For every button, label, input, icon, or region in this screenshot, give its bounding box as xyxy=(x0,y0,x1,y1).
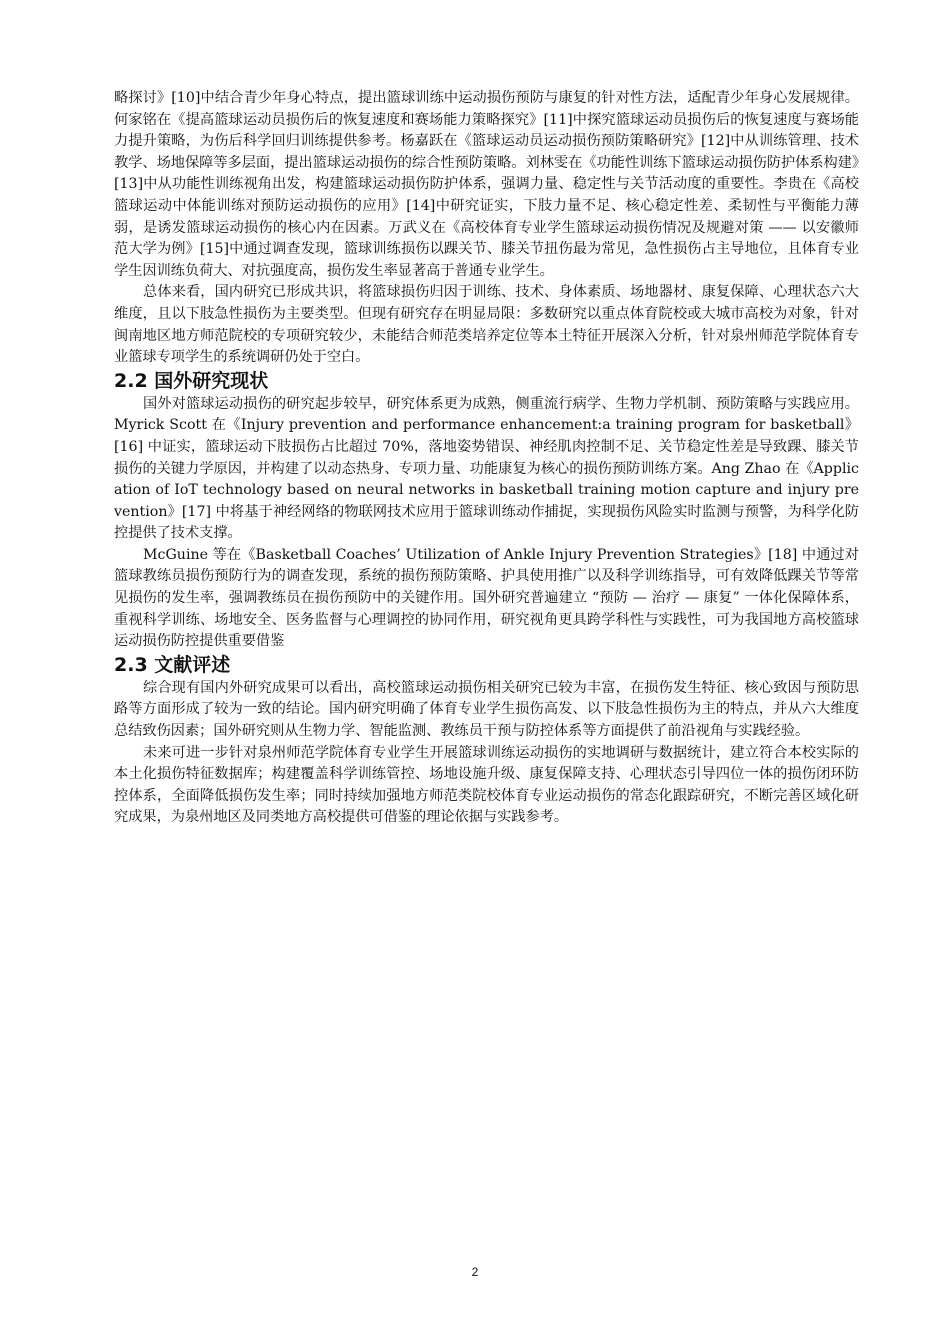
section-heading-review: 2.3 文献评述 xyxy=(114,653,231,676)
paragraph-review-outlook: 未来可进一步针对泉州师范学院体育专业学生开展篮球训练运动损伤的实地调研与数据统计，建立符合本校实际的本土化损伤特征数据库；构建覆盖科学训练管控、场地设施升级、康复保障支持、心理状态引导四位一体的损伤闭环防控体系，全面降低损伤发生率；同时持续加强地方师范类院校体育专业运动损伤的常态化跟踪研究，不断完善区域化研究成果，为泉州地区及同类地方高校提供可借鉴的理论依据与实践参考。 xyxy=(114,744,859,826)
section-heading-foreign: 2.2 国外研究现状 xyxy=(114,369,269,392)
paragraph-review-summary: 综合现有国内外研究成果可以看出，高校篮球运动损伤相关研究已较为丰富，在损伤发生特征、核心致因与预防思路等方面形成了较为一致的结论。国内研究明确了体育专业学生损伤高发、以下肢急性损伤为主的特点，并从六大维度总结致伤因素；国外研究则从生物力学、智能监测、教练员干预与防控体系等方面提供了前沿视角与实践经验。 xyxy=(114,679,859,740)
page-number: 2 xyxy=(471,1265,479,1279)
document-page xyxy=(114,88,859,829)
paragraph-domestic-studies: 略探讨》[10]中结合青少年身心特点，提出篮球训练中运动损伤预防与康复的针对性方法，适配青少年身心发展规律。何家铭在《提高篮球运动员损伤后的恢复速度和赛场能力策略探究》[11]中探究篮球运动员损伤后的恢复速度与赛场能力提升策略，为伤后科学回归训练提供参考。杨嘉跃在《篮球运动员运动损伤预防策略研究》[12]中从训练管理、技术教学、场地保障等多层面，提出篮球运动损伤的综合性预防策略。刘林雯在《功能性训练下篮球运动损伤防护体系构建》[13]中从功能性训练视角出发，构建篮球运动损伤防护体系，强调力量、稳定性与关节活动度的重要性。李贵在《高校篮球运动中体能训练对预防运动损伤的应用》[14]中研究证实，下肢力量不足、核心稳定性差、柔韧性与平衡能力薄弱，是诱发篮球运动损伤的核心内在因素。万武义在《高校体育专业学生篮球运动损伤情况及规避对策 —— 以安徽师范大学为例》[15]中通过调查发现，篮球训练损伤以踝关节、膝关节扭伤最为常见，急性损伤占主导地位，且体育专业学生因训练负荷大、对抗强度高，损伤发生率显著高于普通专业学生。 xyxy=(114,90,859,279)
paragraph-foreign-mcguine: McGuine 等在《Basketball Coaches’ Utilization of Ankle Injury Prevention Strategies》[18] 中通过对篮球教练员损伤预防行为的调查发现，系统的损伤预防策略、护具使用推广以及科学训练指导，可有效降低踝关节等常见损伤的发生率，强调教练员在损伤预防中的关键作用。国外研究普遍建立 “预防 — 治疗 — 康复” 一体化保障体系，重视科学训练、场地安全、医务监督与心理调控的协同作用，研究视角更具跨学科性与实践性，可为我国地方高校篮球运动损伤防控提供重要借鉴 xyxy=(114,546,859,650)
paragraph-domestic-summary: 总体来看，国内研究已形成共识，将篮球损伤归因于训练、技术、身体素质、场地器材、康复保障、心理状态六大维度，且以下肢急性损伤为主要类型。但现有研究存在明显局限：多数研究以重点体育院校或大城市高校为对象，针对闽南地区地方师范院校的专项研究较少，未能结合师范类培养定位等本土特征开展深入分析，针对泉州师范学院体育专业篮球专项学生的系统调研仍处于空白。 xyxy=(114,284,859,366)
paragraph-foreign-studies: 国外对篮球运动损伤的研究起步较早，研究体系更为成熟，侧重流行病学、生物力学机制、预防策略与实践应用。Myrick Scott 在《Injury prevention and performance enhancement:a training program for basketball》[16] 中证实，篮球运动下肢损伤占比超过 70%，落地姿势错误、神经肌肉控制不足、关节稳定性差是导致踝、膝关节损伤的关键力学原因，并构建了以动态热身、专项力量、功能康复为核心的损伤预防训练方案。Ang Zhao 在《Application of IoT technology based on neural networks in basketball training motion capture and injury prevention》[17] 中将基于神经网络的物联网技术应用于篮球训练动作捕捉，实现损伤风险实时监测与预警，为科学化防控提供了技术支撑。 xyxy=(114,395,859,542)
